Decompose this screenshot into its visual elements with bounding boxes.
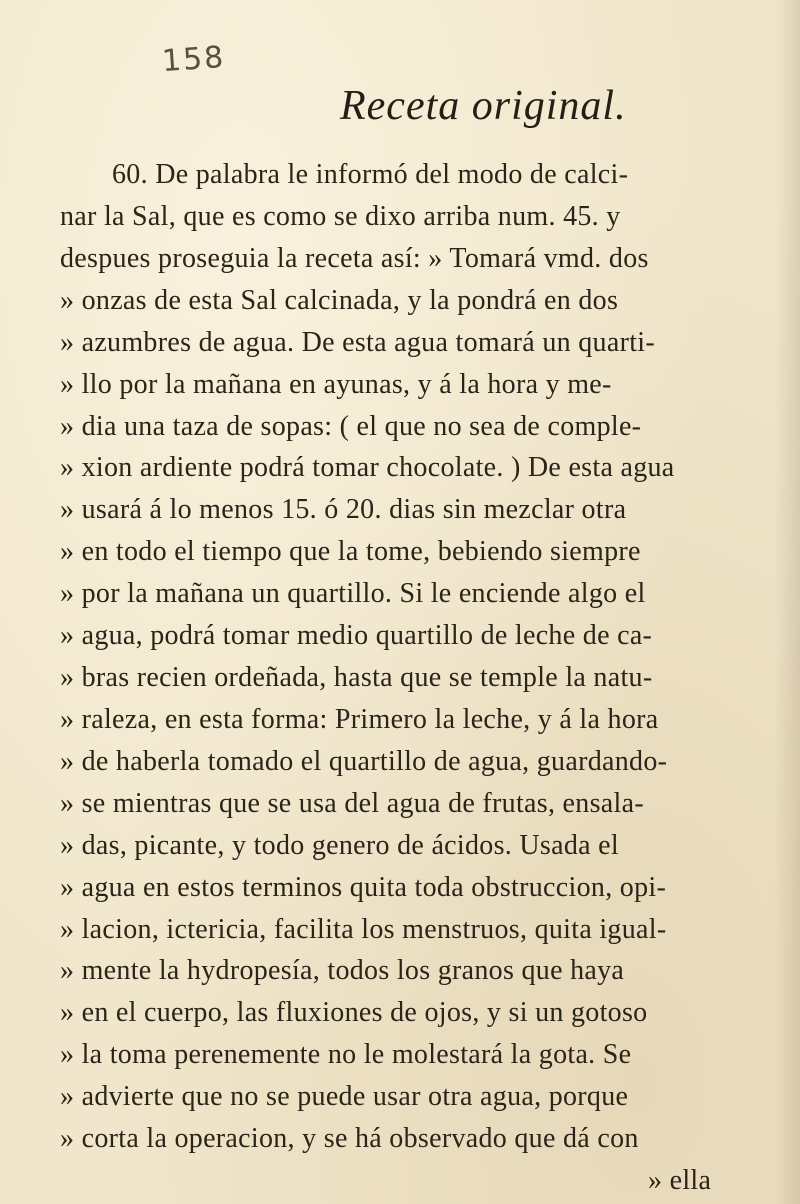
text-line: despues proseguia la receta así: » Tomará vmd. dos [60, 242, 649, 274]
text-line: » llo por la mañana en ayunas, y á la hora y me- [60, 368, 612, 400]
text-line: nar la Sal, que es como se dixo arriba num. 45. y [60, 200, 621, 232]
text-line: » la toma perenemente no le molestará la gota. Se [60, 1039, 632, 1071]
text-line: » das, picante, y todo genero de ácidos. Usada el [60, 829, 619, 861]
text-line: 60. De palabra le informó del modo de calci- [112, 159, 629, 190]
text-line: » advierte que no se puede usar otra agua, porque [60, 1081, 629, 1113]
text-line: » dia una taza de sopas: ( el que no sea de comple- [60, 410, 642, 442]
text-line: » se mientras que se usa del agua de frutas, ensala- [60, 787, 644, 819]
text-line: » ella [648, 1165, 712, 1196]
text-line: » azumbres de agua. De esta agua tomará un quarti- [60, 326, 655, 358]
text-line: » raleza, en esta forma: Primero la leche, y á la hora [60, 703, 659, 735]
text-line: » corta la operacion, y se há observado que dá con [60, 1123, 639, 1155]
text-line: » en todo el tiempo que la tome, bebiendo siempre [60, 536, 641, 568]
page-edge-shadow [774, 0, 800, 1204]
text-line: » bras recien ordeñada, hasta que se temple la natu- [60, 662, 653, 693]
text-line: » por la mañana un quartillo. Si le enciende algo el [60, 578, 646, 610]
text-line: » xion ardiente podrá tomar chocolate. ) De esta agua [60, 452, 675, 484]
text-line: » onzas de esta Sal calcinada, y la pondrá en dos [60, 284, 619, 316]
text-line: » agua, podrá tomar medio quartillo de leche de ca- [60, 620, 653, 652]
text-line: » mente la hydropesía, todos los granos que haya [60, 955, 625, 987]
page-title: Receta original. [340, 83, 627, 129]
text-line: » usará á lo menos 15. ó 20. dias sin mezclar otra [60, 494, 627, 526]
text-line: » en el cuerpo, las fluxiones de ojos, y si un gotoso [60, 997, 648, 1029]
text-line: » agua en estos terminos quita toda obstruccion, opi- [60, 871, 667, 903]
page-number: 158 [160, 39, 227, 80]
text-line: » de haberla tomado el quartillo de agua, guardando- [60, 745, 668, 777]
text-line: » lacion, ictericia, facilita los menstruos, quita igual- [60, 913, 667, 945]
